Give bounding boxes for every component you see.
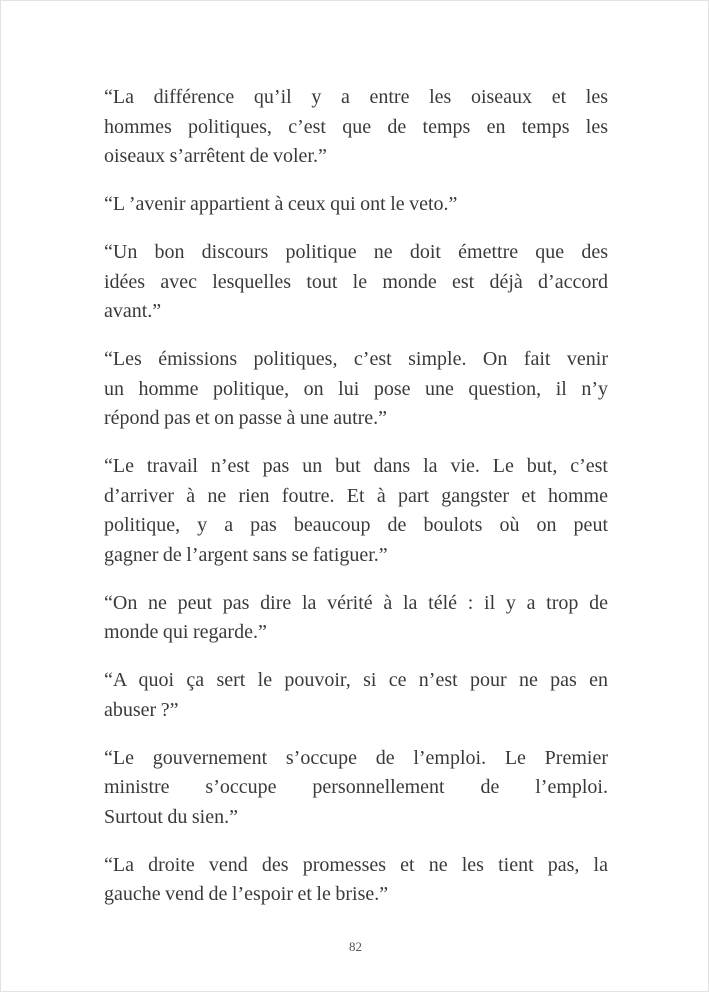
quote-paragraph <box>104 83 608 172</box>
quote-line: avant.” <box>104 300 162 322</box>
quote-paragraph <box>104 345 608 434</box>
quote-line: d’arriver à ne rien foutre. Et à part gangster et homme <box>104 484 608 507</box>
quote-paragraph <box>104 666 608 725</box>
quote-line: abuser ?” <box>104 698 179 721</box>
quote-line: “La droite vend des promesses et ne les tient pas, la <box>104 853 608 876</box>
quote-line: “Le gouvernement s’occupe de l’emploi. Le Premier <box>104 746 608 769</box>
quote-line: Surtout du sien.” <box>104 805 238 828</box>
quote-line: “La différence qu’il y a entre les oiseaux et les <box>104 86 608 108</box>
quote-paragraph <box>104 851 608 910</box>
page-number: 82 <box>349 939 362 954</box>
quote-paragraph <box>104 452 608 570</box>
quote-line: politique, y a pas beaucoup de boulots où on peut <box>104 514 608 536</box>
quote-paragraph <box>104 589 608 648</box>
quote-line: “Le travail n’est pas un but dans la vie. Le but, c’est <box>104 455 608 477</box>
quote-line: gauche vend de l’espoir et le brise.” <box>104 883 389 905</box>
quote-paragraph <box>104 744 608 833</box>
quote-paragraph <box>104 190 608 220</box>
quote-line: oiseaux s’arrêtent de voler.” <box>104 145 327 167</box>
quote-line: gagner de l’argent sans se fatiguer.” <box>104 543 388 566</box>
quote-line: idées avec lesquelles tout le monde est déjà d’accord <box>104 270 608 293</box>
quote-line: “Les émissions politiques, c’est simple. On fait venir <box>104 348 608 370</box>
quote-line: “Un bon discours politique ne doit émettre que des <box>104 241 608 263</box>
quote-line: répond pas et on passe à une autre.” <box>104 407 388 429</box>
quote-line: hommes politiques, c’est que de temps en temps les <box>104 115 608 138</box>
quote-paragraph <box>104 238 608 327</box>
quote-line: “On ne peut pas dire la vérité à la télé : il y a trop de <box>104 591 608 614</box>
page-text-block <box>104 83 608 928</box>
quote-line: un homme politique, on lui pose une question, il n’y <box>104 377 608 400</box>
quote-line: “A quoi ça sert le pouvoir, si ce n’est pour ne pas en <box>104 669 608 691</box>
quote-line: ministre s’occupe personnellement de l’emploi. <box>104 776 608 798</box>
quote-line: monde qui regarde.” <box>104 621 267 643</box>
quote-line: “L ’avenir appartient à ceux qui ont le veto.” <box>104 193 458 215</box>
